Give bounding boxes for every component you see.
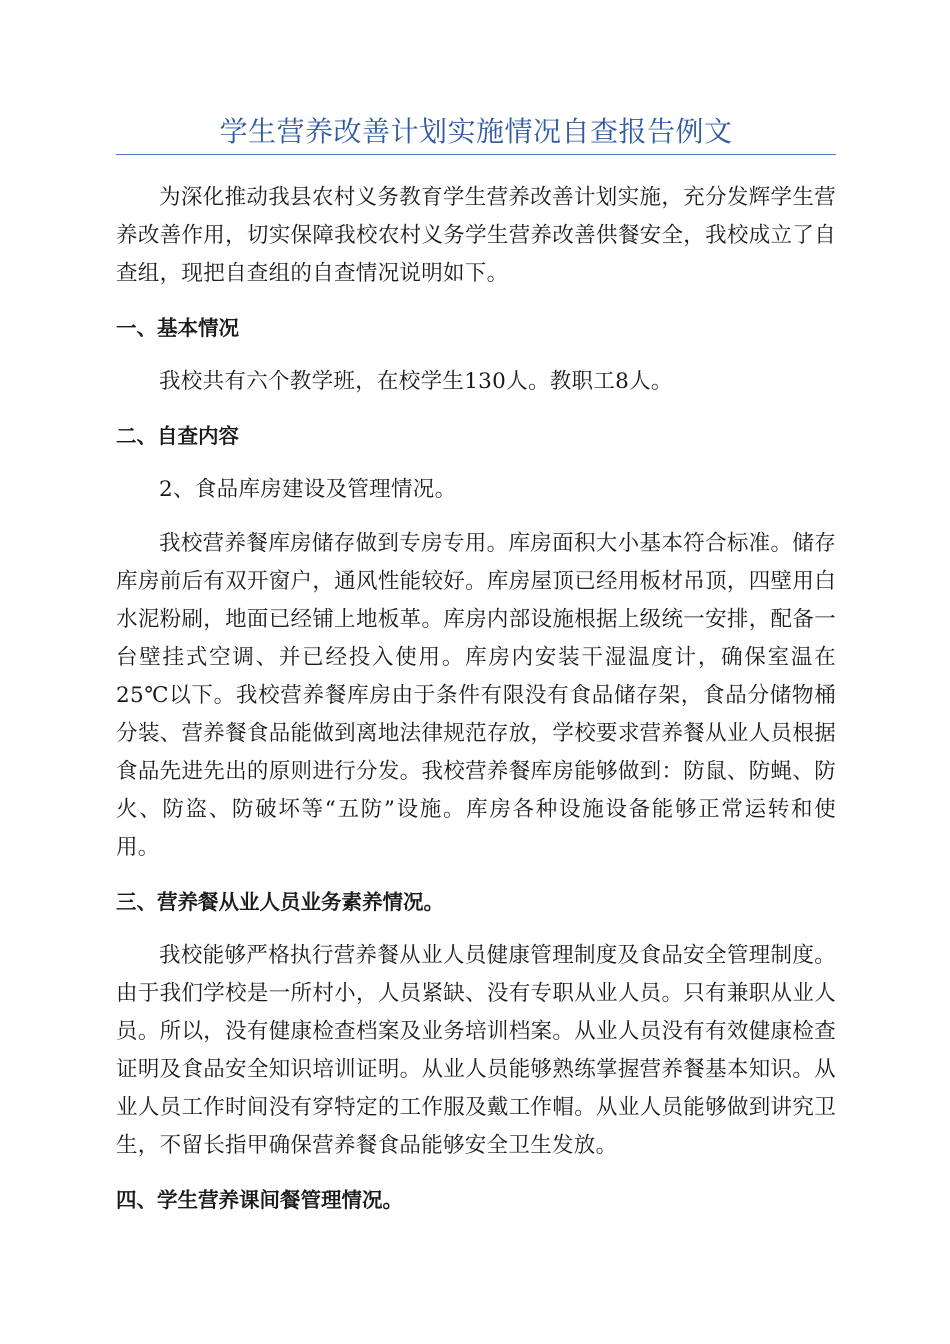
spacer [116,867,836,883]
spacer [116,347,836,363]
spacer [116,401,836,417]
spacer [116,509,836,525]
intro-paragraph: 为深化推动我县农村义务教育学生营养改善计划实施，充分发辉学生营养改善作用，切实保障我校农村义务学生营养改善供餐安全，我校成立了自查组，现把自查组的自查情况说明如下。 [116,185,836,286]
document-page [116,112,836,1219]
spacer [116,293,836,309]
section-heading-self-check: 二、自查内容 [116,424,239,448]
spacer [116,1165,836,1181]
section-heading-basic-info: 一、基本情况 [116,316,239,340]
section-heading-meal-management: 四、学生营养课间餐管理情况。 [116,1188,403,1212]
section-heading-staff: 三、营养餐从业人员业务素养情况。 [116,890,444,914]
section-body-staff: 我校能够严格执行营养餐从业人员健康管理制度及食品安全管理制度。由于我们学校是一所村小，人员紧缺、没有专职从业人员。只有兼职从业人员。所以，没有健康检查档案及业务培训档案。从业人员没有有效健康检查证明及食品安全知识培训证明。从业人员能够熟练掌握营养餐基本知识。从业人员工作时间没有穿特定的工作服及戴工作帽。从业人员能够做到讲究卫生，不留长指甲确保营养餐食品能够安全卫生发放。 [116,943,836,1158]
section-subitem-storage: 2、食品库房建设及管理情况。 [159,477,457,502]
spacer [116,455,836,471]
document-title: 学生营养改善计划实施情况自查报告例文 [219,115,733,148]
title-underline [116,154,836,155]
section-body-storage: 我校营养餐库房储存做到专房专用。库房面积大小基本符合标准。储存库房前后有双开窗户，通风性能较好。库房屋顶已经用板材吊顶，四壁用白水泥粉刷，地面已经铺上地板革。库房内部设施根据上级统一安排，配备一台壁挂式空调、并已经投入使用。库房内安装干湿温度计，确保室温在25℃以下。我校营养餐库房由于条件有限没有食品储存架，食品分储物桶分装、营养餐食品能做到离地法律规范存放，学校要求营养餐从业人员根据食品先进先出的原则进行分发。我校营养餐库房能够做到：防鼠、防蝇、防火、防盗、防破坏等“五防”设施。库房各种设施设备能够正常运转和使用。 [116,531,836,860]
spacer [116,921,836,937]
section-body-basic-info: 我校共有六个教学班，在校学生130人。教职工8人。 [159,369,673,394]
